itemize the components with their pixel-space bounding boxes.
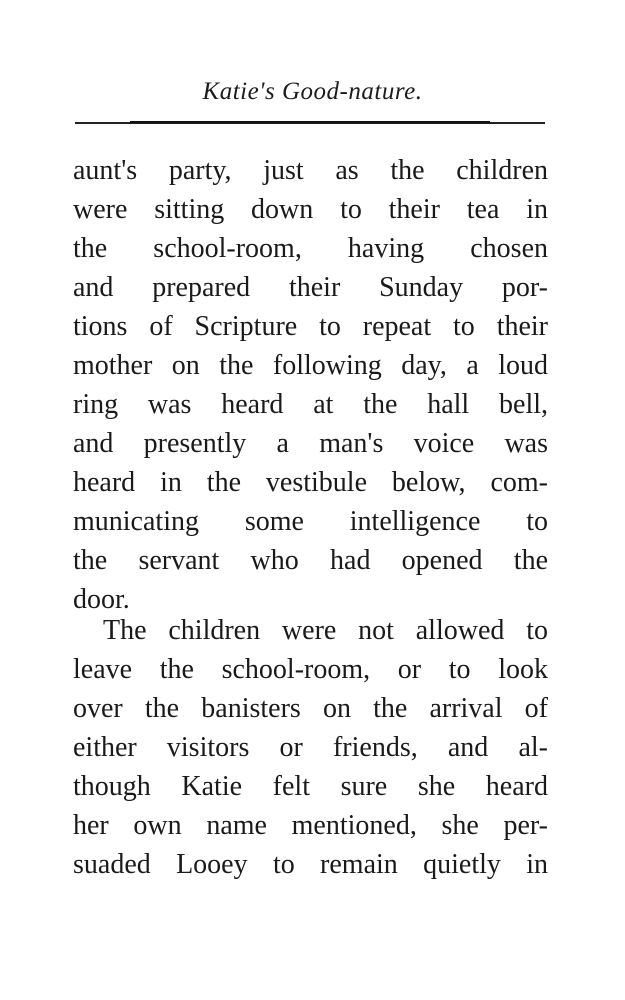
paragraph-2 [73, 611, 548, 884]
text-line: though Katie felt sure she heard [73, 771, 548, 802]
header-rule-accent [130, 121, 490, 123]
running-title: Katie's Good-nature. [202, 78, 423, 105]
text-line: aunt's party, just as the children [73, 155, 548, 186]
text-line: The children were not allowed to [103, 615, 548, 646]
text-line: leave the school-room, or to look [73, 654, 548, 685]
text-line: municating some intelligence to [73, 506, 548, 537]
text-line: her own name mentioned, she per- [73, 810, 548, 841]
text-line: ring was heard at the hall bell, [73, 389, 548, 420]
text-line: and presently a man's voice was [73, 428, 548, 459]
text-line: the servant who had opened the [73, 545, 548, 576]
text-line: tions of Scripture to repeat to their [73, 311, 548, 342]
text-line: were sitting down to their tea in [73, 194, 548, 225]
text-line: the school-room, having chosen [73, 233, 548, 264]
text-line: either visitors or friends, and al- [73, 732, 548, 763]
text-line: over the banisters on the arrival of [73, 693, 548, 724]
text-line: mother on the following day, a loud [73, 350, 548, 381]
text-line: suaded Looey to remain quietly in [73, 849, 548, 880]
paragraph-1 [73, 151, 548, 619]
text-line: door. [73, 584, 130, 615]
text-line: heard in the vestibule below, com- [73, 467, 548, 498]
text-line: and prepared their Sunday por- [73, 272, 548, 303]
